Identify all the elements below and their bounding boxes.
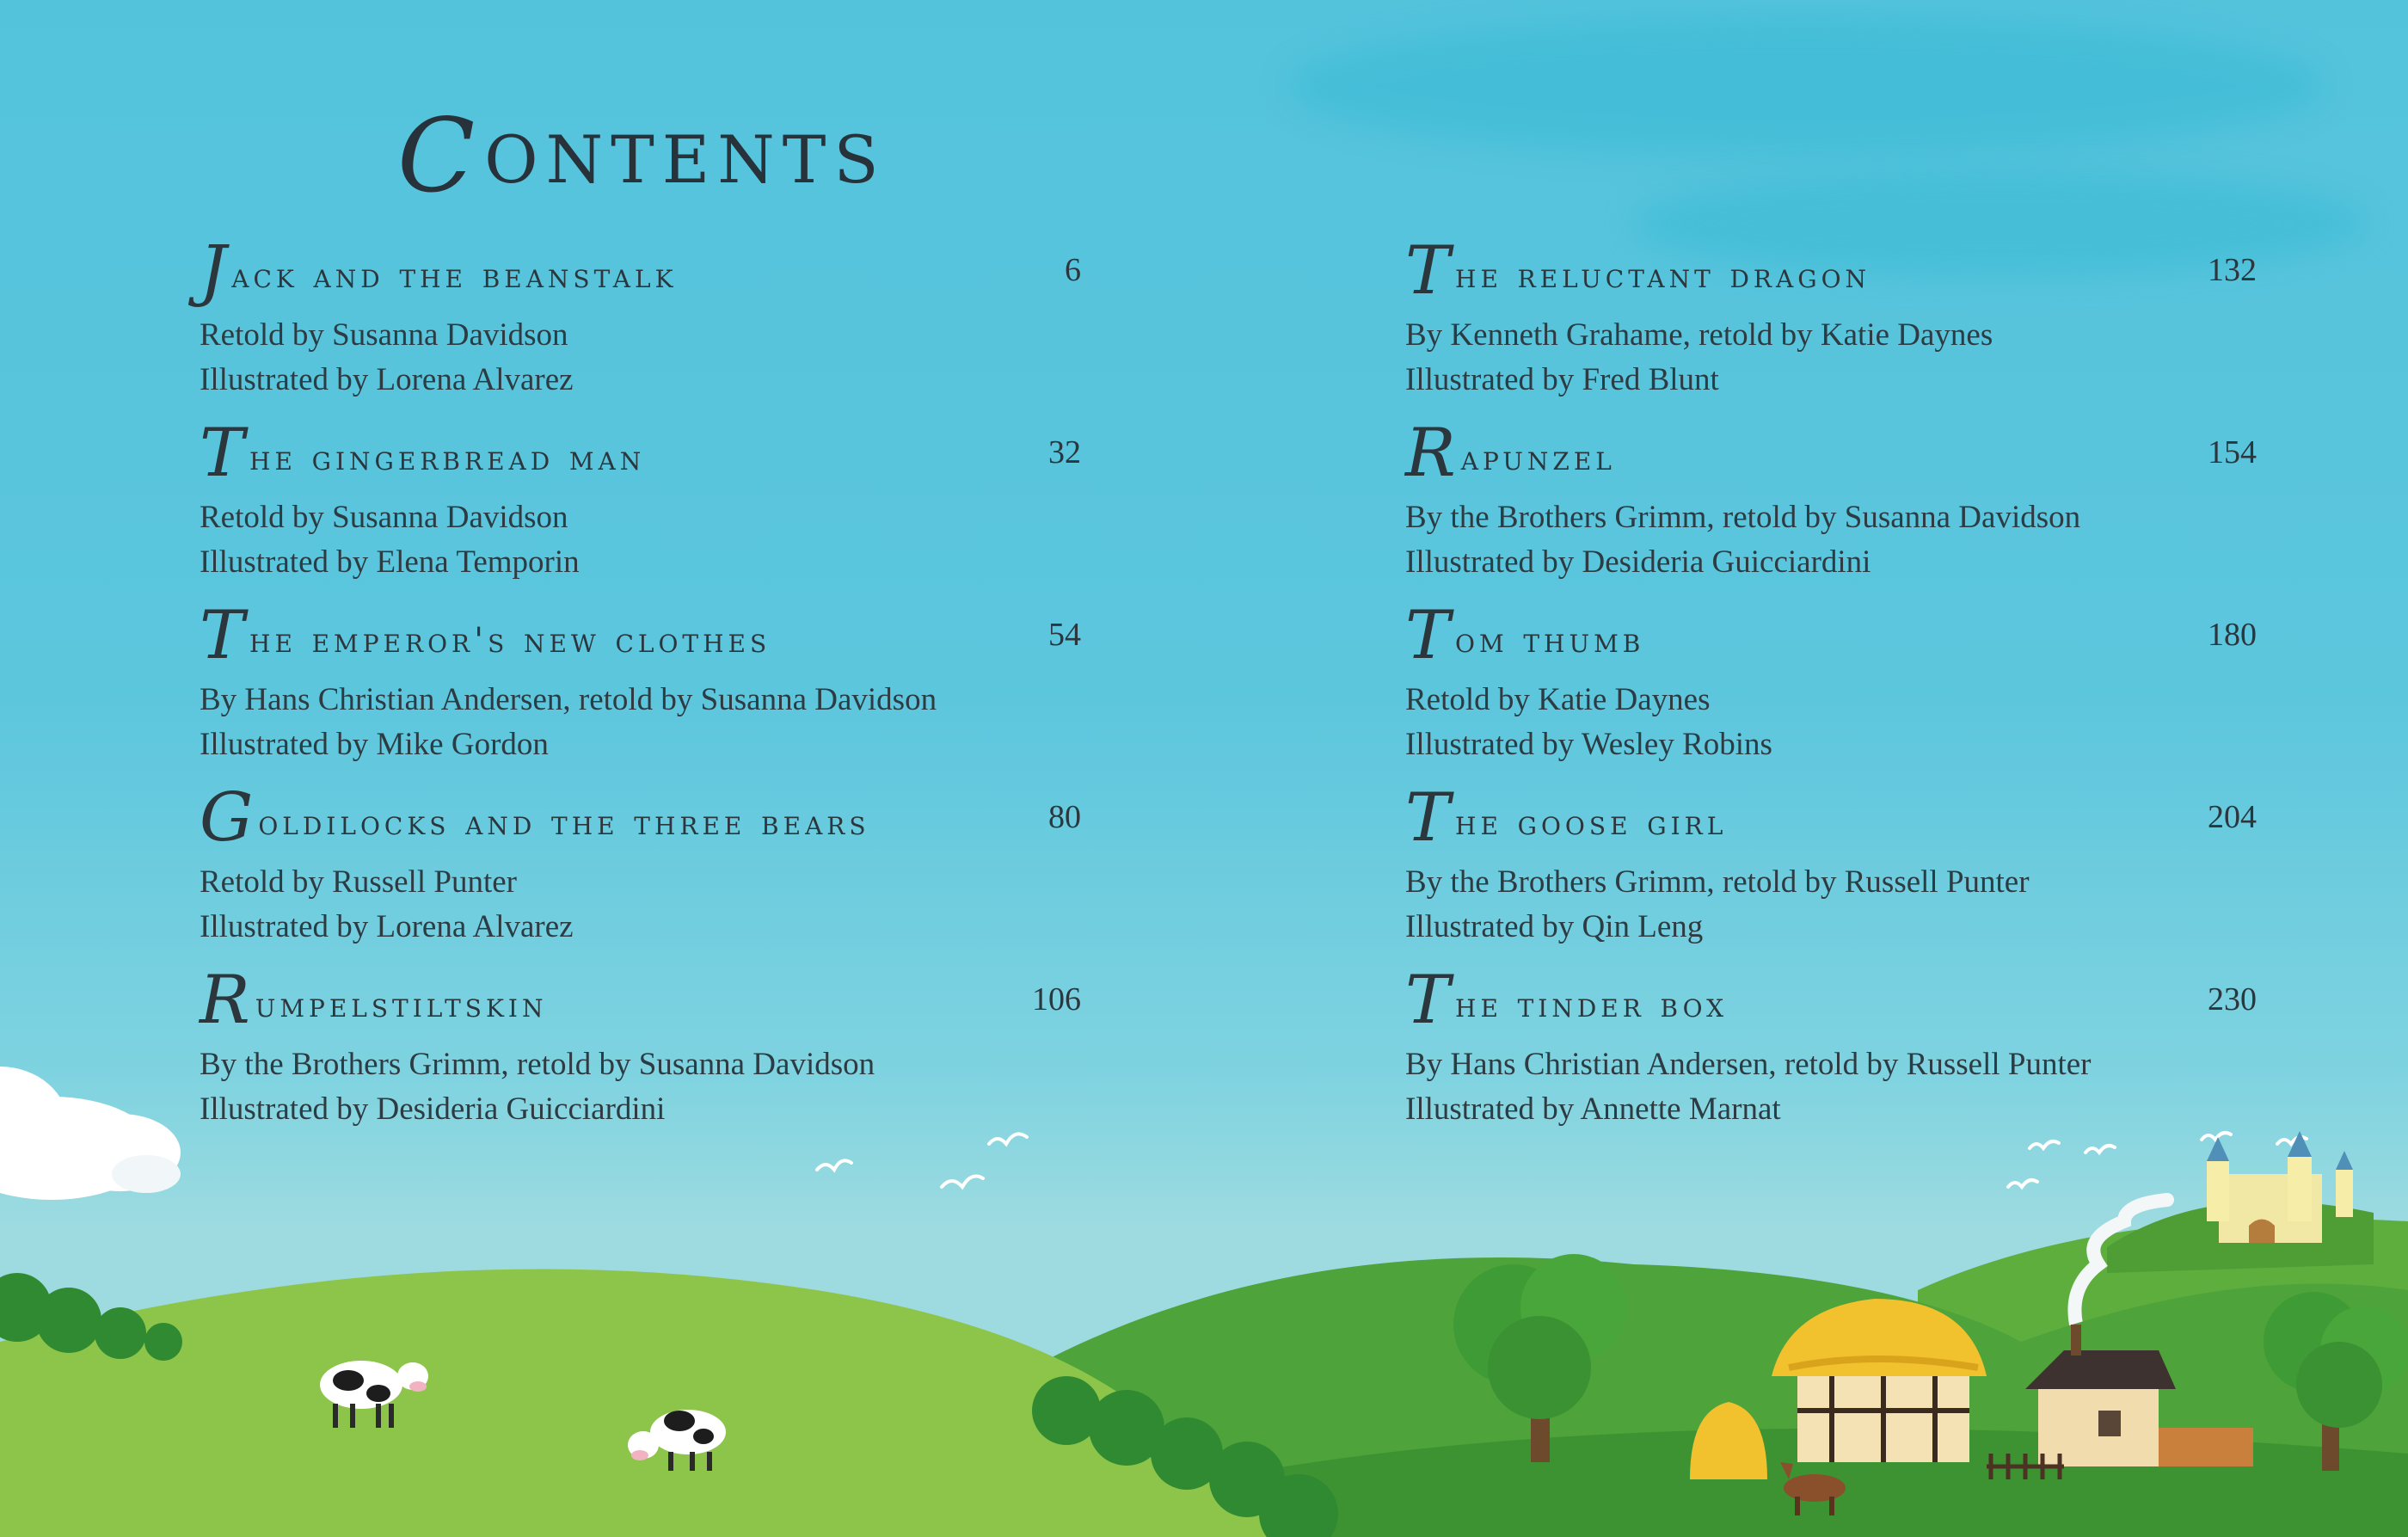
tree [2264,1292,2408,1471]
hedgerow [0,1273,182,1361]
story-title [200,597,771,679]
cow [320,1361,428,1428]
author-credit: By Kenneth Grahame, retold by Katie Daynes [1405,317,1993,353]
illustrator-credit: Illustrated by Lorena Alvarez [200,909,574,944]
meadow-hill [0,1270,1290,1537]
illustrator-credit: Illustrated by Annette Marnat [1405,1091,1781,1127]
story-title [1405,779,1727,862]
story-title-text: om thumb [1455,621,1645,661]
toc-entry[interactable] [1405,597,2265,779]
cottage [2025,1325,2253,1466]
contents-column-left [200,232,1081,1144]
toc-entry[interactable] [200,232,1081,415]
sky-brushstroke [1290,17,2322,155]
story-title-text: umpelstiltskin [255,986,548,1025]
illustrator-credit: Illustrated by Desideria Guicciardini [200,1091,666,1127]
story-title [1405,597,1644,679]
author-credit: Retold by Katie Daynes [1405,682,1711,717]
decorative-initial: R [1405,415,1460,492]
page-number: 204 [2208,799,2257,835]
story-title-text: he goose girl [1455,803,1728,843]
decorative-initial: T [1405,597,1455,674]
author-credit: Retold by Susanna Davidson [200,317,568,353]
author-credit: Retold by Russell Punter [200,864,517,900]
illustrator-credit: Illustrated by Wesley Robins [1405,727,1772,762]
chimney-smoke [2074,1200,2167,1337]
story-title [1405,962,1728,1044]
hedgerow [1032,1376,1338,1537]
story-title-text: oldilocks and the three bears [258,803,870,843]
toc-entry[interactable] [1405,415,2265,597]
author-credit: Retold by Susanna Davidson [200,500,568,535]
decorative-initial: C [397,96,483,215]
page-number: 230 [2208,981,2257,1017]
foreground-field [989,1429,2408,1537]
toc-entry[interactable] [1405,232,2265,415]
story-title-text: he gingerbread man [249,439,646,478]
cloud [0,1067,181,1200]
story-title [200,962,547,1044]
decorative-initial: R [200,962,255,1039]
horse [1780,1462,1846,1515]
toc-entry[interactable] [200,962,1081,1144]
page-number: 180 [2208,617,2257,653]
story-title-text: he reluctant dragon [1455,256,1871,296]
decorative-initial: G [200,779,258,857]
illustrator-credit: Illustrated by Desideria Guicciardini [1405,544,1871,580]
story-title [200,779,870,862]
cow [628,1410,726,1471]
story-title [1405,415,1616,497]
illustrator-credit: Illustrated by Mike Gordon [200,727,549,762]
illustrator-credit: Illustrated by Fred Blunt [1405,362,1719,397]
story-title [1405,232,1870,315]
illustrator-credit: Illustrated by Qin Leng [1405,909,1704,944]
thatched-cottage [1772,1299,1987,1462]
castle [2107,1131,2374,1273]
author-credit: By the Brothers Grimm, retold by Susanna Davidson [1405,500,2081,535]
decorative-initial: T [1405,779,1455,857]
page-number: 106 [1032,981,1081,1017]
fence [1987,1454,2064,1479]
toc-entry[interactable] [200,415,1081,597]
page-number: 6 [1065,252,1081,288]
page-number: 54 [1048,617,1081,653]
story-title [200,415,645,497]
author-credit: By the Brothers Grimm, retold by Susanna Davidson [200,1047,875,1082]
story-title-text: he emperor's new clothes [249,621,771,661]
toc-entry[interactable] [200,779,1081,962]
tree [1453,1254,1627,1462]
decorative-initial: T [1405,962,1455,1039]
decorative-initial: T [200,415,249,492]
page-number: 132 [2208,252,2257,288]
haystack [1690,1402,1767,1479]
decorative-initial: J [200,232,231,310]
story-title-text: apunzel [1460,439,1616,478]
page-title-text: ONTENTS [484,121,887,198]
right-hill [1032,1257,2408,1537]
decorative-initial: T [1405,232,1455,310]
toc-entry[interactable] [200,597,1081,779]
story-title-text: he tinder box [1455,986,1729,1025]
page-number: 154 [2208,434,2257,470]
decorative-initial: T [200,597,249,674]
illustrator-credit: Illustrated by Elena Temporin [200,544,580,580]
contents-column-right [1405,232,2265,1144]
toc-entry[interactable] [1405,962,2265,1144]
page-title [397,96,887,215]
toc-entry[interactable] [1405,779,2265,962]
distant-hill [1918,1219,2408,1537]
story-title [200,232,678,315]
story-title-text: ack and the beanstalk [231,256,678,296]
illustrator-credit: Illustrated by Lorena Alvarez [200,362,574,397]
author-credit: By Hans Christian Andersen, retold by Susanna Davidson [200,682,937,717]
page-number: 80 [1048,799,1081,835]
author-credit: By the Brothers Grimm, retold by Russell Punter [1405,864,2030,900]
author-credit: By Hans Christian Andersen, retold by Russell Punter [1405,1047,2092,1082]
page-number: 32 [1048,434,1081,470]
